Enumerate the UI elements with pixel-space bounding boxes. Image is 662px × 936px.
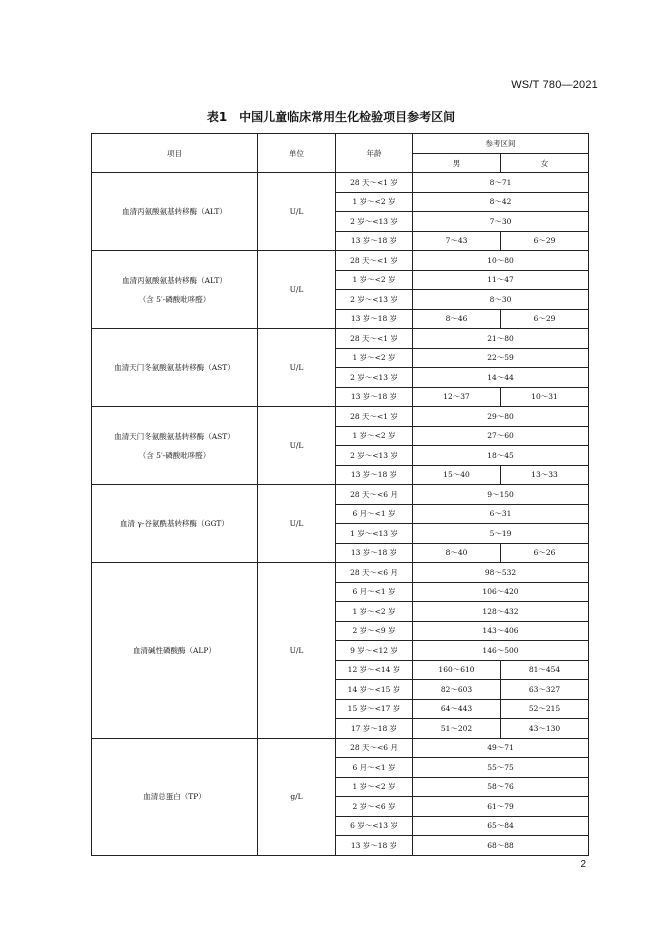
table-title: [0, 108, 662, 125]
age-cell: 12 岁～<14 岁: [336, 660, 413, 680]
reference-value-cell: 68～88: [413, 836, 589, 856]
reference-value-cell: 8～30: [413, 290, 589, 310]
item-name-cell: [92, 173, 258, 251]
table-row: [92, 738, 589, 758]
reference-value-cell: 8～42: [413, 192, 589, 212]
female-value-cell: 6～29: [501, 309, 589, 329]
reference-value-cell: 128～432: [413, 602, 589, 622]
age-cell: 6 月～<1 岁: [336, 582, 413, 602]
header-reference-interval: 参考区间: [413, 134, 589, 154]
age-cell: 1 岁～<2 岁: [336, 270, 413, 290]
table-row: [92, 407, 589, 427]
age-cell: 17 岁～18 岁: [336, 719, 413, 739]
female-value-cell: 43～130: [501, 719, 589, 739]
age-cell: 2 岁～<9 岁: [336, 621, 413, 641]
age-cell: 2 岁～<13 岁: [336, 368, 413, 388]
age-cell: 28 天～<1 岁: [336, 251, 413, 271]
item-name-line: （含 5′-磷酸吡哆醛）: [138, 450, 211, 460]
age-cell: 13 岁～18 岁: [336, 465, 413, 485]
table-row: [92, 485, 589, 505]
reference-value-cell: 98～532: [413, 563, 589, 583]
female-value-cell: 52～215: [501, 699, 589, 719]
male-value-cell: 160～610: [413, 660, 501, 680]
age-cell: 2 岁～<13 岁: [336, 290, 413, 310]
age-cell: 28 天～<1 岁: [336, 329, 413, 349]
header-female: 女: [501, 154, 589, 173]
reference-value-cell: 27～60: [413, 426, 589, 446]
reference-value-cell: 61～79: [413, 797, 589, 817]
unit-cell: U/L: [258, 407, 336, 485]
age-cell: 13 岁～18 岁: [336, 387, 413, 407]
table-body: [92, 173, 589, 856]
reference-value-cell: 5～19: [413, 524, 589, 544]
item-name-cell: [92, 251, 258, 329]
item-name-line: 血清 γ-谷氨酰基转移酶（GGT）: [120, 519, 229, 528]
male-value-cell: 8～46: [413, 309, 501, 329]
age-cell: 6 岁～<13 岁: [336, 816, 413, 836]
female-value-cell: 10～31: [501, 387, 589, 407]
table-row: [92, 329, 589, 349]
header-age: 年龄: [336, 134, 413, 173]
age-cell: 28 天～<6 月: [336, 563, 413, 583]
document-code: WS/T 780—2021: [511, 79, 598, 91]
reference-value-cell: 65～84: [413, 816, 589, 836]
age-cell: 1 岁～<2 岁: [336, 777, 413, 797]
age-cell: 1 岁～<2 岁: [336, 426, 413, 446]
item-name-line: 血清天门冬氨酸氨基转移酶（AST）: [114, 431, 235, 441]
item-name-cell: [92, 738, 258, 855]
reference-value-cell: 8～71: [413, 173, 589, 193]
age-cell: 1 岁～<2 岁: [336, 348, 413, 368]
age-cell: 13 岁～18 岁: [336, 309, 413, 329]
table-title-text: 中国儿童临床常用生化检验项目参考区间: [239, 110, 456, 124]
reference-value-cell: 9～150: [413, 485, 589, 505]
age-cell: 1 岁～<2 岁: [336, 192, 413, 212]
reference-value-cell: 29～80: [413, 407, 589, 427]
reference-value-cell: 14～44: [413, 368, 589, 388]
unit-cell: U/L: [258, 329, 336, 407]
header-item: 项目: [92, 134, 258, 173]
reference-value-cell: 7～30: [413, 212, 589, 232]
age-cell: 13 岁～18 岁: [336, 231, 413, 251]
age-cell: 15 岁～<17 岁: [336, 699, 413, 719]
header-male: 男: [413, 154, 501, 173]
reference-value-cell: 49～71: [413, 738, 589, 758]
female-value-cell: 13～33: [501, 465, 589, 485]
female-value-cell: 81～454: [501, 660, 589, 680]
age-cell: 28 天～<1 岁: [336, 407, 413, 427]
item-name-line: 血清丙氨酸氨基转移酶（ALT）: [122, 207, 227, 216]
age-cell: 2 岁～<6 岁: [336, 797, 413, 817]
male-value-cell: 8～40: [413, 543, 501, 563]
reference-interval-table: [91, 133, 589, 856]
table-row: [92, 251, 589, 271]
item-name-line: 血清丙氨酸氨基转移酶（ALT）: [122, 275, 227, 285]
male-value-cell: 12～37: [413, 387, 501, 407]
age-cell: 2 岁～<13 岁: [336, 446, 413, 466]
male-value-cell: 64～443: [413, 699, 501, 719]
unit-cell: U/L: [258, 563, 336, 739]
female-value-cell: 63～327: [501, 680, 589, 700]
header-unit: 单位: [258, 134, 336, 173]
reference-value-cell: 146～500: [413, 641, 589, 661]
reference-value-cell: 18～45: [413, 446, 589, 466]
age-cell: 6 月～<1 岁: [336, 504, 413, 524]
reference-value-cell: 22～59: [413, 348, 589, 368]
age-cell: 9 岁～<12 岁: [336, 641, 413, 661]
unit-cell: U/L: [258, 251, 336, 329]
unit-cell: U/L: [258, 173, 336, 251]
age-cell: 13 岁～18 岁: [336, 836, 413, 856]
age-cell: 28 天～<6 月: [336, 738, 413, 758]
item-name-cell: [92, 485, 258, 563]
reference-value-cell: 11～47: [413, 270, 589, 290]
male-value-cell: 82～603: [413, 680, 501, 700]
reference-value-cell: 106～420: [413, 582, 589, 602]
age-cell: 1 岁～<2 岁: [336, 602, 413, 622]
item-name-line: 血清总蛋白（TP）: [143, 792, 206, 801]
unit-cell: g/L: [258, 738, 336, 855]
age-cell: 28 天～<1 岁: [336, 173, 413, 193]
table-row: [92, 173, 589, 193]
reference-value-cell: 58～76: [413, 777, 589, 797]
male-value-cell: 51～202: [413, 719, 501, 739]
item-name-line: （含 5′-磷酸吡哆醛）: [138, 294, 211, 304]
reference-value-cell: 21～80: [413, 329, 589, 349]
male-value-cell: 7～43: [413, 231, 501, 251]
item-name-cell: [92, 563, 258, 739]
reference-value-cell: 6～31: [413, 504, 589, 524]
table-row: [92, 563, 589, 583]
age-cell: 14 岁～<15 岁: [336, 680, 413, 700]
age-cell: 28 天～<6 月: [336, 485, 413, 505]
male-value-cell: 15～40: [413, 465, 501, 485]
age-cell: 1 岁～<13 岁: [336, 524, 413, 544]
reference-value-cell: 143～406: [413, 621, 589, 641]
item-name-line: 血清天门冬氨酸氨基转移酶（AST）: [114, 363, 235, 372]
age-cell: 2 岁～<13 岁: [336, 212, 413, 232]
unit-cell: U/L: [258, 485, 336, 563]
female-value-cell: 6～29: [501, 231, 589, 251]
reference-value-cell: 55～75: [413, 758, 589, 778]
item-name-line: 血清碱性磷酸酶（ALP）: [133, 645, 216, 655]
page-number: 2: [580, 859, 586, 870]
item-name-cell: [92, 329, 258, 407]
female-value-cell: 6～26: [501, 543, 589, 563]
reference-value-cell: 10～80: [413, 251, 589, 271]
table-number: 表1: [206, 110, 228, 124]
age-cell: 6 月～<1 岁: [336, 758, 413, 778]
item-name-cell: [92, 407, 258, 485]
age-cell: 13 岁～18 岁: [336, 543, 413, 563]
